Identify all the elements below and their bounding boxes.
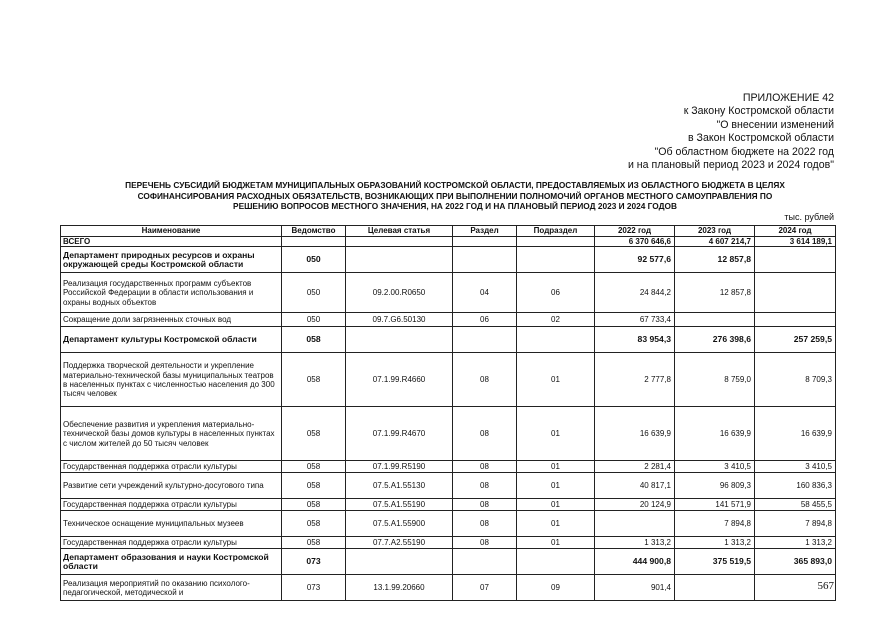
department-row [61, 247, 836, 273]
appendix-header [628, 92, 834, 172]
table-row [61, 575, 836, 601]
cell-target-article: 07.1.99.R4660 [346, 353, 453, 407]
cell-name: Техническое оснащение муниципальных музеев [61, 511, 282, 537]
cell-podrazdel: 01 [517, 407, 595, 461]
cell-target-article [346, 247, 453, 273]
cell-2024 [755, 273, 836, 313]
appendix-line: к Закону Костромской области [683, 105, 834, 118]
appendix-line: "О внесении изменений [716, 118, 834, 131]
cell-2022: 40 817,1 [595, 473, 675, 499]
cell-2023: 12 857,8 [675, 273, 755, 313]
cell-podrazdel [517, 247, 595, 273]
header-year-2022: 2022 год [595, 226, 675, 237]
cell-vedomstvo: 058 [282, 537, 346, 549]
table-row [61, 473, 836, 499]
cell-name: Обеспечение развития и укрепления материально-технической базы домов культуры в населенных пунктах с числом жителей до 50 тысяч человек [61, 407, 282, 461]
cell-vedomstvo: 058 [282, 461, 346, 473]
cell-2023: 12 857,8 [675, 247, 755, 273]
cell-2023 [675, 575, 755, 601]
cell-name: Государственная поддержка отрасли культуры [61, 461, 282, 473]
cell-target-article: 07.5.A1.55130 [346, 473, 453, 499]
department-row [61, 549, 836, 575]
cell-2024: 8 709,3 [755, 353, 836, 407]
cell-target-article: 13.1.99.20660 [346, 575, 453, 601]
appendix-line: и на плановый период 2023 и 2024 годов" [627, 159, 834, 172]
cell-2024: 257 259,5 [755, 327, 836, 353]
cell-2023: 8 759,0 [675, 353, 755, 407]
cell-name: Государственная поддержка отрасли культуры [61, 537, 282, 549]
cell-2022: 67 733,4 [595, 313, 675, 327]
appendix-line: в Закон Костромской области [687, 132, 834, 145]
cell-podrazdel: 02 [517, 313, 595, 327]
cell-podrazdel: 01 [517, 499, 595, 511]
cell-2022: 24 844,2 [595, 273, 675, 313]
cell-name: Департамент образования и науки Костромской области [61, 549, 282, 575]
cell-2024: 7 894,8 [755, 511, 836, 537]
cell-target-article: 09.7.G6.50130 [346, 313, 453, 327]
table-row [61, 353, 836, 407]
cell-2023: 7 894,8 [675, 511, 755, 537]
cell-2023: 96 809,3 [675, 473, 755, 499]
cell-2024 [755, 247, 836, 273]
cell-name: Развитие сети учреждений культурно-досугового типа [61, 473, 282, 499]
cell-2022: 16 639,9 [595, 407, 675, 461]
cell-vedomstvo: 058 [282, 407, 346, 461]
header-podrazdel: Подраздел [517, 226, 595, 237]
cell-2022: 901,4 [595, 575, 675, 601]
cell-2024: 1 313,2 [755, 537, 836, 549]
table-row [61, 273, 836, 313]
cell-2022: 2 281,4 [595, 461, 675, 473]
page-number: 567 [817, 580, 834, 592]
cell-razdel: 08 [453, 353, 517, 407]
cell-razdel: 08 [453, 407, 517, 461]
cell-name: Сокращение доли загрязненных сточных вод [61, 313, 282, 327]
appendix-line: ПРИЛОЖЕНИЕ 42 [742, 92, 834, 104]
cell-2022: 2 777,8 [595, 353, 675, 407]
cell-name: Поддержка творческой деятельности и укрепление материально-технической базы муниципальных театров в населенных пунктах с численностью населения до 300 тысяч человек [61, 353, 282, 407]
department-row [61, 327, 836, 353]
cell-podrazdel: 06 [517, 273, 595, 313]
cell-2023: 16 639,9 [675, 407, 755, 461]
cell-2023: 276 398,6 [675, 327, 755, 353]
cell-name: Реализация мероприятий по оказанию психолого-педагогической, методической и [61, 575, 282, 601]
cell-podrazdel: 01 [517, 537, 595, 549]
cell-2024: 160 836,3 [755, 473, 836, 499]
cell-2023: 1 313,2 [675, 537, 755, 549]
cell-target-article: 07.1.99.R5190 [346, 461, 453, 473]
appendix-line: "Об областном бюджете на 2022 год [654, 145, 834, 158]
cell-target-article: 07.5.A1.55900 [346, 511, 453, 537]
cell-2022: 1 313,2 [595, 537, 675, 549]
cell-podrazdel: 09 [517, 575, 595, 601]
total-label: ВСЕГО [61, 237, 282, 247]
cell-target-article: 07.5.A1.55190 [346, 499, 453, 511]
table-row [61, 407, 836, 461]
header-year-2023: 2023 год [675, 226, 755, 237]
cell-2022 [595, 511, 675, 537]
cell-podrazdel: 01 [517, 353, 595, 407]
cell-target-article [346, 549, 453, 575]
cell-2022: 444 900,8 [595, 549, 675, 575]
cell-vedomstvo: 050 [282, 247, 346, 273]
table-row [61, 313, 836, 327]
cell-2024: 3 410,5 [755, 461, 836, 473]
cell-2024: 365 893,0 [755, 549, 836, 575]
table-row [61, 511, 836, 537]
cell-podrazdel [517, 549, 595, 575]
cell-vedomstvo: 058 [282, 499, 346, 511]
units-label: тыс. рублей [784, 212, 834, 222]
cell-vedomstvo: 058 [282, 473, 346, 499]
cell-vedomstvo: 050 [282, 313, 346, 327]
document-title [60, 180, 850, 212]
cell-podrazdel: 01 [517, 461, 595, 473]
cell-name: Департамент культуры Костромской области [61, 327, 282, 353]
table-header-row [61, 226, 836, 237]
cell-vedomstvo: 058 [282, 327, 346, 353]
cell-target-article [346, 327, 453, 353]
cell-vedomstvo: 050 [282, 273, 346, 313]
cell-2024 [755, 313, 836, 327]
header-year-2024: 2024 год [755, 226, 836, 237]
cell-razdel [453, 549, 517, 575]
header-razdel: Раздел [453, 226, 517, 237]
cell-razdel: 08 [453, 537, 517, 549]
cell-razdel: 08 [453, 461, 517, 473]
title-line: ПЕРЕЧЕНЬ СУБСИДИЙ БЮДЖЕТАМ МУНИЦИПАЛЬНЫХ ОБРАЗОВАНИЙ КОСТРОМСКОЙ ОБЛАСТИ, ПРЕДОСТАВЛЯЕМЫХ ИЗ ОБЛАСТНОГО БЮДЖЕТА В ЦЕЛЯХ [125, 180, 785, 190]
cell-razdel: 04 [453, 273, 517, 313]
cell-2023: 375 519,5 [675, 549, 755, 575]
subsidies-table [60, 225, 836, 601]
cell-name: Департамент природных ресурсов и охраны окружающей среды Костромской области [61, 247, 282, 273]
cell-razdel: 07 [453, 575, 517, 601]
cell-razdel [453, 247, 517, 273]
cell-razdel [453, 327, 517, 353]
title-line: РЕШЕНИЮ ВОПРОСОВ МЕСТНОГО ЗНАЧЕНИЯ, НА 2022 ГОД И НА ПЛАНОВЫЙ ПЕРИОД 2023 И 2024 ГОДОВ [233, 201, 677, 212]
cell-2023: 3 410,5 [675, 461, 755, 473]
cell-vedomstvo: 073 [282, 549, 346, 575]
cell-target-article: 09.2.00.R0650 [346, 273, 453, 313]
total-2022: 6 370 646,6 [595, 237, 675, 247]
cell-vedomstvo: 058 [282, 511, 346, 537]
cell-2023: 141 571,9 [675, 499, 755, 511]
table-row [61, 499, 836, 511]
cell-podrazdel: 01 [517, 511, 595, 537]
table-row [61, 537, 836, 549]
cell-razdel: 08 [453, 511, 517, 537]
cell-razdel: 08 [453, 499, 517, 511]
total-2024: 3 614 189,1 [755, 237, 836, 247]
cell-2023 [675, 313, 755, 327]
cell-target-article: 07.1.99.R4670 [346, 407, 453, 461]
cell-target-article: 07.7.A2.55190 [346, 537, 453, 549]
table-row [61, 461, 836, 473]
header-name: Наименование [61, 226, 282, 237]
cell-name: Реализация государственных программ субъектов Российской Федерации в области использования и охраны водных объектов [61, 273, 282, 313]
cell-razdel: 08 [453, 473, 517, 499]
header-vedomstvo: Ведомство [282, 226, 346, 237]
cell-2022: 92 577,6 [595, 247, 675, 273]
cell-vedomstvo: 058 [282, 353, 346, 407]
total-row [61, 237, 836, 247]
cell-podrazdel: 01 [517, 473, 595, 499]
cell-vedomstvo: 073 [282, 575, 346, 601]
cell-razdel: 06 [453, 313, 517, 327]
cell-name: Государственная поддержка отрасли культуры [61, 499, 282, 511]
title-line: СОФИНАНСИРОВАНИЯ РАСХОДНЫХ ОБЯЗАТЕЛЬСТВ, ВОЗНИКАЮЩИХ ПРИ ВЫПОЛНЕНИИ ПОЛНОМОЧИЙ ОРГАНОВ МЕСТНОГО САМОУПРАВЛЕНИЯ ПО [137, 190, 773, 201]
cell-2022: 20 124,9 [595, 499, 675, 511]
cell-podrazdel [517, 327, 595, 353]
cell-2024: 58 455,5 [755, 499, 836, 511]
total-2023: 4 607 214,7 [675, 237, 755, 247]
header-target-article: Целевая статья [346, 226, 453, 237]
cell-2024: 16 639,9 [755, 407, 836, 461]
cell-2022: 83 954,3 [595, 327, 675, 353]
